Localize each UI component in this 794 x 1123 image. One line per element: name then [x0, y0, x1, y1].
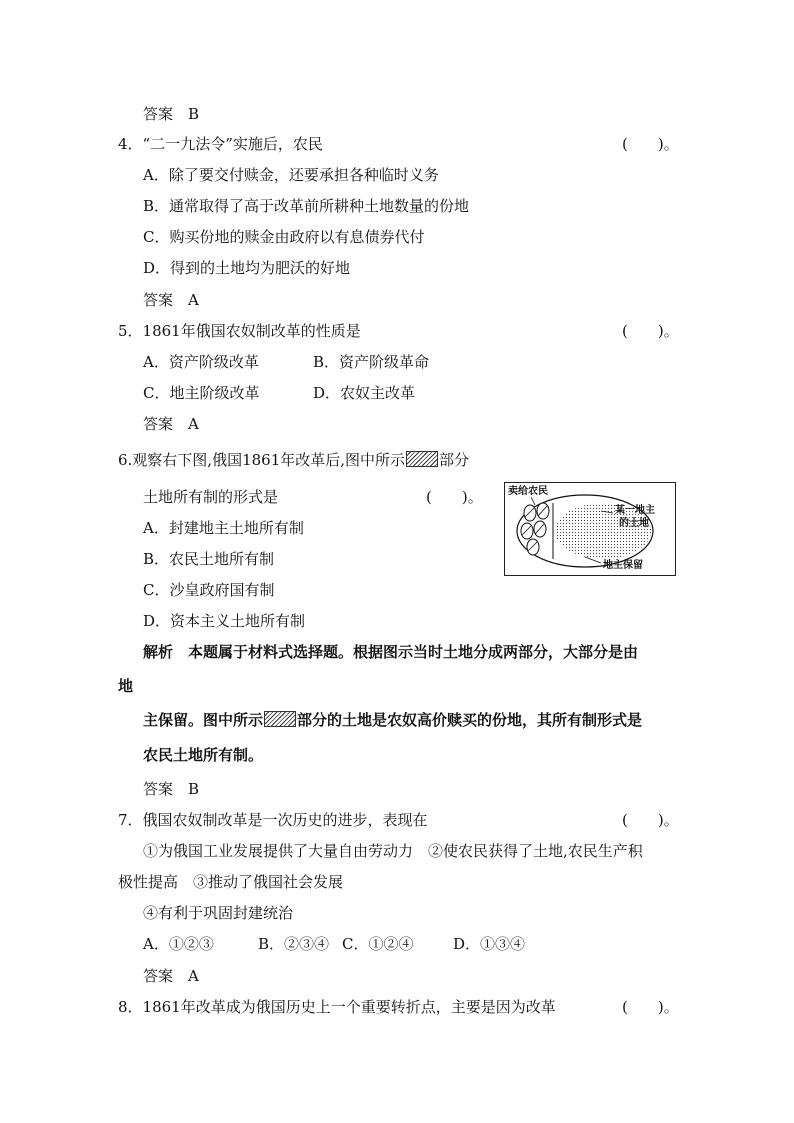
label-landlord-kept: 地主保留	[603, 560, 643, 571]
label-sold-to-peasants: 卖给农民	[508, 486, 548, 497]
q7-statement-line1: ①为俄国工业发展提供了大量自由劳动力 ②使农民获得了土地,农民生产积	[143, 842, 643, 860]
answer-q5: 答案 A	[143, 415, 199, 433]
q6-option-d: D．资本主义土地所有制	[143, 612, 306, 630]
answer-q6: 答案 B	[143, 780, 200, 798]
explanation-q6-line2	[143, 710, 642, 730]
q7-option-a: A．①②③	[143, 935, 214, 953]
q8-paren: ( )。	[622, 998, 679, 1016]
question-5: 5．1861年俄国农奴制改革的性质是	[118, 322, 361, 340]
exp6-text-post: 部分的土地是农奴高价赎买的份地，其所有制形式是	[297, 711, 643, 729]
label-landlord-land-1: 某一地主	[615, 505, 655, 516]
label-landlord-land-2: 的土地	[619, 518, 649, 529]
q7-option-c: C．①②④	[342, 935, 414, 953]
q4-option-b: B．通常取得了高于改革前所耕种土地数量的份地	[143, 197, 470, 215]
explanation-q6-line3: 农民土地所有制。	[143, 746, 264, 764]
q7-option-d: D．①③④	[453, 935, 526, 953]
q6-text-pre: 6.观察右下图,俄国1861年改革后,图中所示	[118, 451, 406, 469]
q6-paren: ( )。	[426, 488, 483, 506]
q6-option-a: A．封建地主土地所有制	[143, 519, 304, 537]
q6-line2: 土地所有制的形式是	[143, 488, 279, 506]
q6-option-b: B．农民土地所有制	[143, 550, 275, 568]
q5-option-d: D．农奴主改革	[313, 384, 416, 402]
q4-option-c: C．购买份地的赎金由政府以有息债券代付	[143, 228, 425, 246]
exp6-text-pre: 主保留。图中所示	[143, 711, 264, 729]
q5-option-a: A．资产阶级改革	[143, 353, 259, 371]
answer-q7: 答案 A	[143, 967, 199, 985]
q5-option-b: B．资产阶级革命	[313, 353, 430, 371]
q4-paren: ( )。	[622, 135, 679, 153]
q6-text-post: 部分	[439, 451, 470, 469]
question-4: 4．“二一九法令”实施后，农民	[118, 135, 323, 153]
answer-q3: 答案 B	[143, 105, 200, 123]
q7-statement-line2: 极性提高 ③推动了俄国社会发展	[118, 873, 344, 891]
q4-option-d: D．得到的土地均为肥沃的好地	[143, 259, 351, 277]
explanation-q6-line1: 解析 本题属于材料式选择题。根据图示当时土地分成两部分，大部分是由	[143, 643, 639, 661]
q6-option-c: C．沙皇政府国有制	[143, 581, 275, 599]
q7-option-b: B．②③④	[258, 935, 330, 953]
question-6	[118, 450, 469, 470]
q7-statement-line3: ④有利于巩固封建统治	[143, 904, 294, 922]
question-7: 7．俄国农奴制改革是一次历史的进步，表现在	[118, 811, 428, 829]
answer-q4: 答案 A	[143, 291, 199, 309]
explanation-q6-line1b: 地	[118, 677, 134, 695]
q4-option-a: A．除了要交付赎金，还要承担各种临时义务	[143, 166, 439, 184]
hatched-area-icon	[406, 451, 438, 467]
q7-paren: ( )。	[622, 811, 679, 829]
land-division-diagram	[504, 482, 676, 576]
question-8: 8．1861年改革成为俄国历史上一个重要转折点，主要是因为改革	[118, 998, 556, 1016]
hatched-area-icon-2	[264, 711, 296, 727]
q5-option-c: C．地主阶级改革	[143, 384, 260, 402]
q5-paren: ( )。	[622, 322, 679, 340]
